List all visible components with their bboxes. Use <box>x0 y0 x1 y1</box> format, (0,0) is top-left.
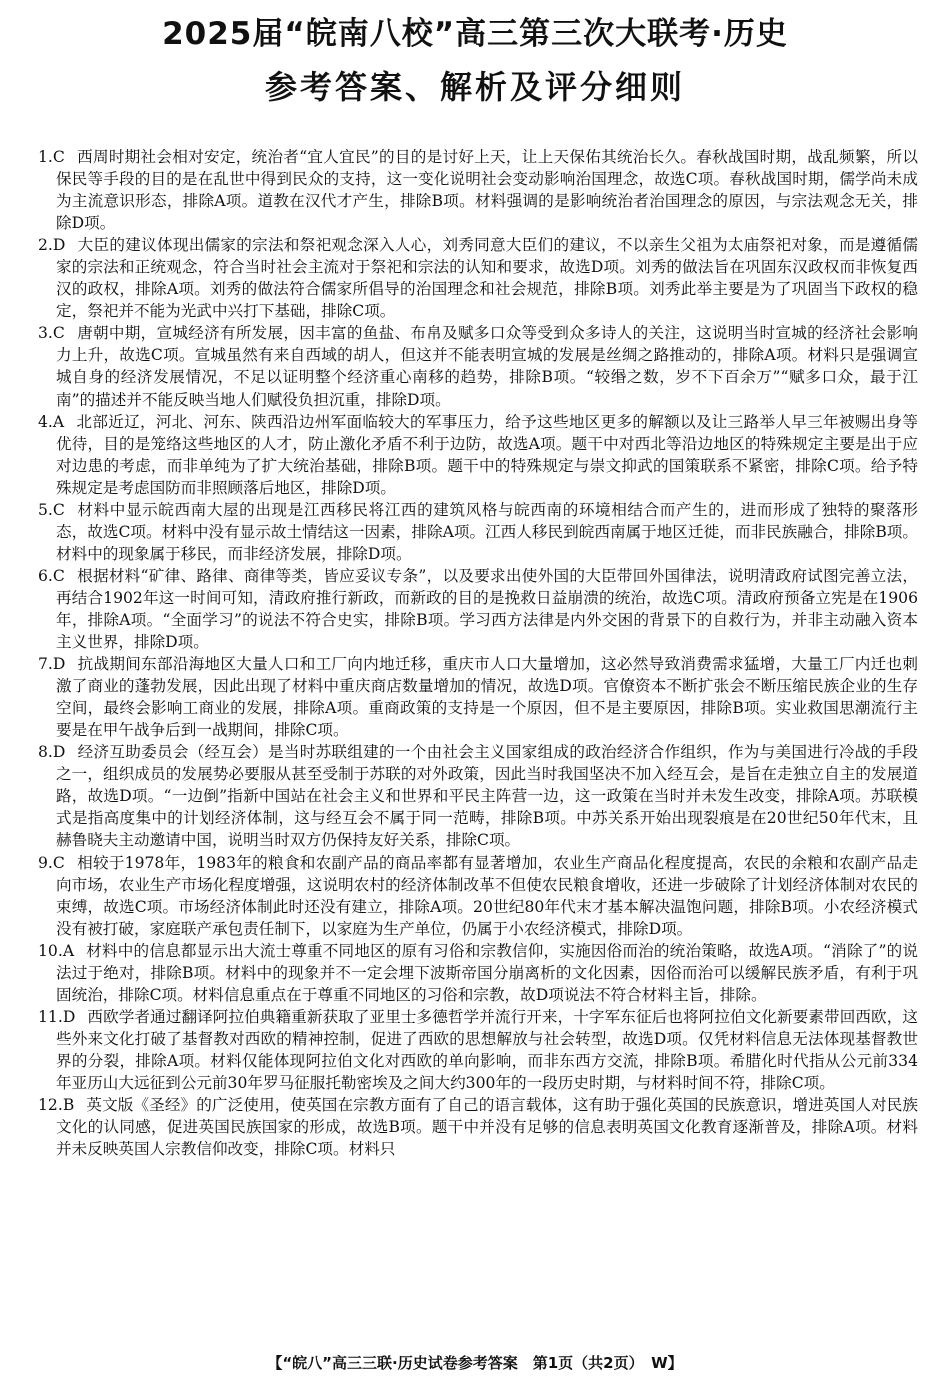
answer-item <box>38 741 918 851</box>
answer-number: 6. <box>38 566 53 585</box>
answer-explanation: 材料中显示皖西南大屋的出现是江西移民将江西的建筑风格与皖西南的环境相结合而产生的，进而形成了独特的聚落形态，故选C项。材料中没有显示故土情结这一因素，排除A项。江西人移民到皖西南属于地区迁徙，而非民族融合，排除B项。材料中的现象属于移民，而非经济发展，排除D项。 <box>56 500 918 563</box>
answer-explanation: 根据材料“矿律、路律、商律等类，皆应妥议专条”，以及要求出使外国的大臣带回外国律法，说明清政府试图完善立法，再结合1902年这一时间可知，清政府推行新政，而新政的目的是挽救日益崩溃的统治，故选C项。清政府预备立宪是在1906年，排除A项。“全面学习”的说法不符合史实，排除B项。学习西方法律是内外交困的背景下的自救行为，并非主动融入资本主义世界，排除D项。 <box>56 566 918 652</box>
answer-item <box>38 565 918 653</box>
answer-explanation: 唐朝中期，宣城经济有所发展，因丰富的鱼盐、布帛及赋多口众等受到众多诗人的关注，这说明当时宣城的经济社会影响力上升，故选C项。宣城虽然有来自西域的胡人，但这并不能表明宣城的发展是丝绸之路推动的，排除A项。材料只是强调宣城自身的经济发展情况，不足以证明整个经济重心南移的趋势，排除B项。“较缗之数，岁不下百余万”“赋多口众，最于江南”的描述并不能反映当地人们赋役负担沉重，排除D项。 <box>56 324 918 409</box>
answer-number: 12. <box>38 1096 63 1115</box>
answer-list <box>38 146 918 1160</box>
answer-number: 2. <box>38 236 53 255</box>
answer-explanation: 西周时期社会相对安定，统治者“宜人宜民”的目的是讨好上天，让上天保佑其统治长久。春秋战国时期，战乱频繁，所以保民等手段的目的是在乱世中得到民众的支持，这一变化说明社会变动影响治国理念，故选C项。春秋战国时期，儒学尚未成为主流意识形态，排除A项。道教在汉代才产生，排除B项。材料强调的是影响统治者治国理念的原因，与宗法观念无关，排除D项。 <box>56 148 918 233</box>
answer-key: C <box>52 148 65 166</box>
answer-explanation: 材料中的信息都显示出大流士尊重不同地区的原有习俗和宗教信仰，实施因俗而治的统治策略，故选A项。“消除了”的说法过于绝对，排除B项。材料中的现象并不一定会埋下波斯帝国分崩离析的文化因素，因俗而治可以缓解民族矛盾，有利于巩固统治，排除C项。材料信息重点在于尊重不同地区的习俗和宗教，故D项说法不符合材料主旨，排除。 <box>56 941 918 1004</box>
answer-item <box>38 411 918 499</box>
answer-key: D <box>62 1007 76 1026</box>
answer-item <box>38 1094 918 1160</box>
answer-key: C <box>52 566 65 585</box>
answer-key: A <box>62 941 75 960</box>
answer-key: A <box>52 412 65 431</box>
answer-explanation: 相较于1978年，1983年的粮食和农副产品的商品率都有显著增加，农业生产商品化程度提高，农民的余粮和农副产品走向市场，农业生产市场化程度增强，这说明农村的经济体制改革不但使农民粮食增收，还进一步破除了计划经济体制对农民的束缚，故选C项。市场经济体制此时还没有建立，排除A项。20世纪80年代末才基本解决温饱问题，排除B项。小农经济模式没有被打破，家庭联产承包责任制下，以家庭为生产单位，仍属于小农经济模式，排除D项。 <box>56 853 918 938</box>
answer-item <box>38 499 918 565</box>
answer-item <box>38 940 918 1006</box>
answer-number: 7. <box>38 655 53 674</box>
answer-item <box>38 146 918 234</box>
answer-item <box>38 234 918 322</box>
answer-number: 10. <box>38 941 63 960</box>
answer-key: C <box>52 500 65 519</box>
answer-explanation: 经济互助委员会（经互会）是当时苏联组建的一个由社会主义国家组成的政治经济合作组织，作为与美国进行冷战的手段之一，组织成员的发展势必要服从甚至受制于苏联的对外政策，因此当时我国坚决不加入经互会，是旨在走独立自主的发展道路，故选D项。“一边倒”指新中国站在社会主义和世界和平民主阵营一边，这一政策在当时并未发生改变，排除A项。苏联模式是指高度集中的计划经济体制，这与经互会不属于同一范畴，排除B项。中苏关系开始出现裂痕是在20世纪50年代末，且赫鲁晓夫主动邀请中国，说明当时双方仍保持友好关系，排除C项。 <box>56 743 918 850</box>
answer-item <box>38 653 918 741</box>
answer-key: C <box>52 324 65 343</box>
page-footer: 【“皖八”高三三联·历史试卷参考答案 第1页（共2页） W】 <box>267 1354 683 1372</box>
answer-number: 11. <box>38 1007 63 1026</box>
answer-number: 4. <box>38 412 53 431</box>
answer-explanation: 大臣的建议体现出儒家的宗法和祭祀观念深入人心，刘秀同意大臣们的建议，不以亲生父祖为太庙祭祀对象，而是遵循儒家的宗法和正统观念，符合当时社会主流对于祭祀和宗法的认知和要求，故选D项。刘秀的做法旨在巩固东汉政权而非恢复西汉的政权，排除A项。刘秀的做法符合儒家所倡导的治国理念和社会规范，排除B项。刘秀此举主要是为了巩固当下政权的稳定，祭祀并不能为光武中兴打下基础，排除C项。 <box>56 236 918 321</box>
answer-item <box>38 322 918 410</box>
answer-explanation: 抗战期间东部沿海地区大量人口和工厂向内地迁移，重庆市人口大量增加，这必然导致消费需求猛增，大量工厂内迁也刺激了商业的蓬勃发展，因此出现了材料中重庆商店数量增加的情况，故选D项。官僚资本不断扩张会不断压缩民族企业的生存空间，最终会影响工商业的发展，排除A项。重商政策的支持是一个原因，但不是主要原因，排除B项。实业救国思潮流行主要是在甲午战争后到一战期间，排除C项。 <box>56 655 918 740</box>
answer-item <box>38 1006 918 1094</box>
answer-explanation: 英文版《圣经》的广泛使用，使英国在宗教方面有了自己的语言载体，这有助于强化英国的民族意识，增进英国人对民族文化的认同感，促进英国民族国家的形成，故选B项。题干中并没有足够的信息表明英国文化教育逐渐普及，排除A项。材料并未反映英国人宗教信仰改变，排除C项。材料只 <box>56 1096 918 1159</box>
answer-key: C <box>52 853 65 872</box>
document-title: 2025届“皖南八校”高三第三次大联考·历史 <box>162 16 788 52</box>
answer-explanation: 西欧学者通过翻译阿拉伯典籍重新获取了亚里士多德哲学并流行开来，十字军东征后也将阿拉伯文化新要素带回西欧，这些外来文化打破了基督教对西欧的精神控制，促进了西欧的思想解放与社会转型，故选D项。仅凭材料信息无法体现基督教世界的分裂，排除A项。材料仅能体现阿拉伯文化对西欧的单向影响，而非东西方交流，排除B项。希腊化时代指从公元前334年亚历山大远征到公元前30年罗马征服托勒密埃及之间大约300年的一段历史时期，与材料时间不符，排除C项。 <box>56 1007 918 1092</box>
answer-key: D <box>52 655 66 674</box>
answer-number: 5. <box>38 500 53 519</box>
answer-item <box>38 852 918 940</box>
answer-key: D <box>52 236 66 255</box>
answer-number: 9. <box>38 853 53 872</box>
document-subtitle: 参考答案、解析及评分细则 <box>264 68 685 106</box>
answer-number: 1. <box>38 148 53 166</box>
answer-number: 3. <box>38 324 53 343</box>
answer-key: B <box>62 1096 75 1115</box>
answer-number: 8. <box>38 743 53 762</box>
answer-explanation: 北部近辽，河北、河东、陕西沿边州军面临较大的军事压力，给予这些地区更多的解额以及让三路举人早三年被赐出身等优待，目的是笼络这些地区的人才，防止激化矛盾不利于边防，故选A项。题干中对西北等沿边地区的特殊规定主要是出于应对边患的考虑，而非单纯为了扩大统治基础，排除B项。题干中的特殊规定与崇文抑武的国策联系不紧密，排除C项。给予特殊规定是考虑国防而非照顾落后地区，排除D项。 <box>56 412 918 497</box>
answer-key: D <box>52 743 66 762</box>
